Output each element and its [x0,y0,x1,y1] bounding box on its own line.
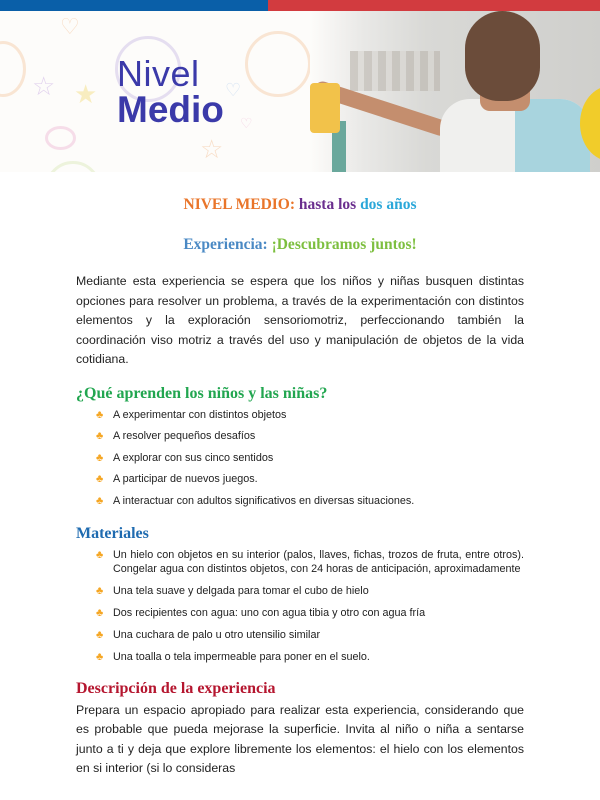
materials-list [76,548,524,664]
list-item [96,451,524,465]
document-body [76,196,524,779]
logo-line2: Medio [117,89,224,130]
age-value: dos años [360,196,417,213]
experience-name: ¡Descubramos juntos! [271,236,417,253]
list-item-text: A explorar con sus cinco sentidos [113,451,274,464]
learn-heading: ¿Qué aprenden los niños y las niñas? [76,384,328,402]
club-bullet-icon: ♣ [96,584,104,597]
heart-icon: ♡ [225,80,242,100]
star-icon: ☆ [200,134,224,164]
club-bullet-icon: ♣ [96,650,104,663]
list-item-text: Una cuchara de palo u otro utensilio similar [113,628,321,641]
photo-head [465,11,540,101]
intro-paragraph: Mediante esta experiencia se espera que los niños y niñas busquen distintas opciones para resolver un problema, a través de la experimentación con distintos elementos y la exploración sensoriomotriz, perfeccionando también la coordinación viso motriz a través del uso y manipulación de objetos de la vida cotidiana. [76,274,524,366]
level-label: NIVEL MEDIO: [183,196,296,213]
list-item [96,628,524,642]
list-item-text: Una tela suave y delgada para tomar el cubo de hielo [113,584,369,597]
doodle-circle-icon [45,161,101,172]
level-title [76,196,524,216]
heart-icon: ♡ [240,115,253,131]
experience-title [76,236,524,256]
logo-line1: Nivel [117,53,200,94]
top-bar-blue [0,0,268,11]
list-item-text: Una toalla o tela impermeable para poner en el suelo. [113,650,370,663]
list-item [96,548,524,576]
list-item [96,494,524,508]
top-bar-red [268,0,600,11]
description-paragraph: Prepara un espacio apropiado para realizar esta experiencia, considerando que es probable que pueda mejorase la superficie. Invita al niño o niña a sentarse junto a ti y deja que explore libremente los elementos: el hielo con los elementos en si interior (si lo consideras [76,702,524,775]
description-heading: Descripción de la experiencia [76,679,276,697]
experience-label: Experiencia: [183,236,268,253]
photo-cup [310,83,340,133]
photo-radiator [350,51,440,91]
list-item [96,472,524,486]
club-bullet-icon: ♣ [96,473,104,485]
list-item-text: A resolver pequeños desafíos [113,430,256,442]
club-bullet-icon: ♣ [96,628,104,641]
list-item [96,584,524,598]
age-prefix: hasta los [298,196,357,213]
doodle-swirl-icon [45,126,76,150]
list-item-text: A participar de nuevos juegos. [113,473,258,485]
star-icon: ★ [74,79,98,109]
club-bullet-icon: ♣ [96,548,104,561]
list-item-text: Dos recipientes con agua: uno con agua tibia y otro con agua fría [113,606,426,619]
learn-list [76,408,524,508]
photo-shirt-blue [515,99,590,172]
child-photo [310,11,600,172]
heart-icon: ♡ [60,14,80,39]
club-bullet-icon: ♣ [96,606,104,619]
star-icon: ☆ [32,71,56,101]
doodle-face-icon [0,41,26,97]
club-bullet-icon: ♣ [96,408,104,421]
club-bullet-icon: ♣ [96,451,104,464]
list-item [96,429,524,443]
club-bullet-icon: ♣ [96,430,104,442]
doodle-face-icon [245,31,311,97]
top-color-bar [0,0,600,11]
club-bullet-icon: ♣ [96,494,104,507]
nivel-medio-logo [117,53,224,130]
list-item [96,408,524,422]
list-item-text: A interactuar con adultos significativos en diversas situaciones. [113,494,415,507]
list-item-text: A experimentar con distintos objetos [113,408,287,421]
header-banner [0,11,600,172]
list-item [96,650,524,664]
list-item [96,606,524,620]
list-item-text: Un hielo con objetos en su interior (palos, llaves, fichas, trozos de fruta, entre otros). Congelar agua con distintos objetos, con 24 horas de anticipación, aproximadamente [113,548,524,575]
materials-heading: Materiales [76,524,149,542]
